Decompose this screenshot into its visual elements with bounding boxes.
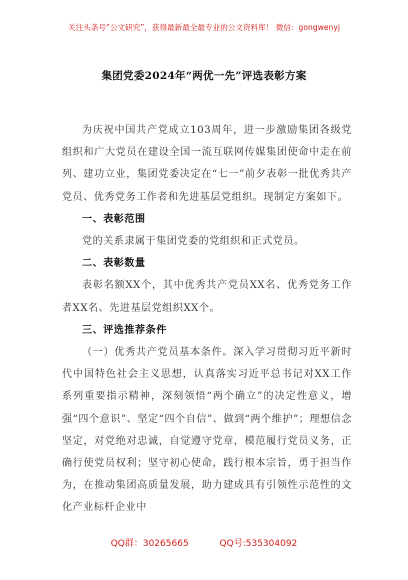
footer-qq-id: QQ号:535304092	[219, 539, 298, 549]
criteria-paragraph: （一）优秀共产党员基本条件。深入学习贯彻习近平新时代中国特色社会主义思想，认真落实习近平总书记对XX工作系列重要指示精神，深刻领悟“两个确立”的决定性意义，增强“四个意识”、坚定“四个自信”、做到“两个维护”；理想信念坚定，对党绝对忠诚，自觉遵守党章，模范履行党员义务，正确行使党员权利；坚守初心使命，践行根本宗旨，勇于担当作为，在推动集团高质量发展，助力建成具有引领性示范性的文化产业标杆企业中	[62, 347, 352, 514]
section-heading-criteria: 三、评选推荐条件	[82, 324, 167, 336]
footer-contact	[0, 536, 408, 549]
footer-qq-group: QQ群：30265665	[110, 539, 189, 549]
section-heading-scope: 一、表彰范围	[82, 213, 146, 225]
document-body	[62, 120, 352, 520]
section-heading-quantity: 二、表彰数量	[82, 258, 146, 270]
scope-paragraph: 党的关系隶属于集团党委的党组织和正式党员。	[82, 236, 305, 248]
document-title: 集团党委2024年“两优一先”评选表彰方案	[101, 70, 307, 82]
intro-paragraph: 为庆祝中国共产党成立103周年，进一步激励集团各级党组织和广大党员在建设全国一流互联网传媒集团使命中走在前列、建功立业，集团党委决定在“七一”前夕表彰一批优秀共产党员、优秀党务工作者和先进基层党组织。现制定方案如下。	[62, 125, 352, 203]
header-banner: 关注头条号“公文研究”，获得最新最全最专业的公文资料库！ 微信：gongwenyj	[68, 23, 340, 32]
quantity-paragraph: 表彰名额XX个，其中优秀共产党员XX名、优秀党务工作者XX名、先进基层党组织XX个。	[62, 280, 352, 314]
